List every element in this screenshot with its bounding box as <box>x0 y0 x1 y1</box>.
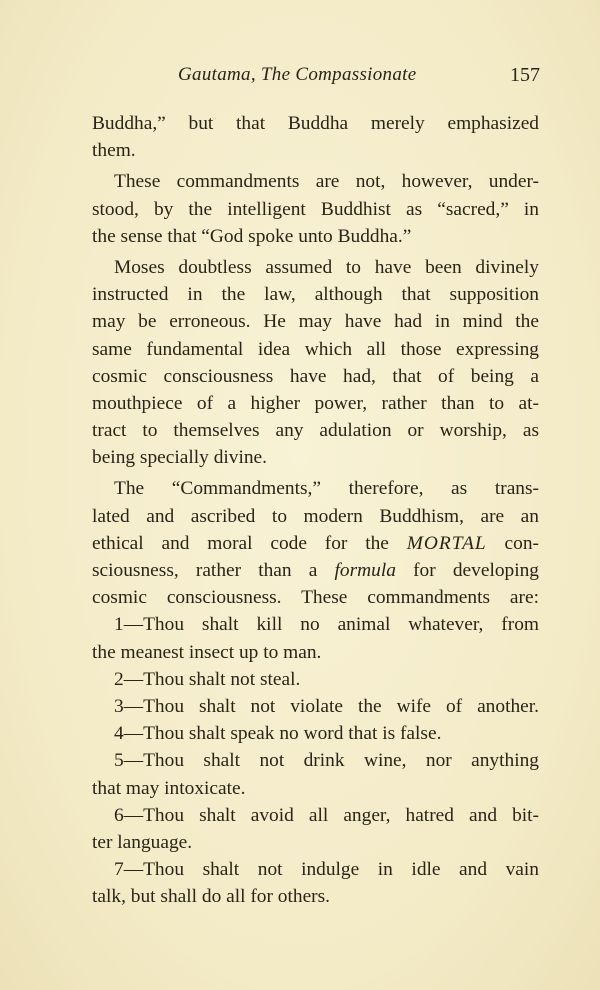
text-line: The “Commandments,” therefore, as trans- <box>114 478 539 500</box>
text-line: mouthpiece of a higher power, rather than to at- <box>92 392 539 414</box>
page-number: 157 <box>510 64 540 86</box>
text-line: 6—Thou shalt avoid all anger, hatred and bit- <box>114 804 539 826</box>
text-line: the meanest insect up to man. <box>92 641 322 663</box>
text-line: may be erroneous. He may have had in mind the <box>92 311 539 333</box>
running-title: Gautama, The Compassionate <box>178 64 417 85</box>
text-line: instructed in the law, although that supposition <box>92 284 539 306</box>
text-line: ter language. <box>92 831 193 853</box>
text-line: 4—Thou shalt speak no word that is false. <box>114 723 442 745</box>
emphasis: formula <box>334 560 396 581</box>
text-line: Buddha,” but that Buddha merely emphasized <box>92 113 539 134</box>
text-line: These commandments are not, however, under- <box>114 171 539 193</box>
text-line: tract to themselves any adulation or worship, as <box>92 420 539 442</box>
text-line: Moses doubtless assumed to have been divinely <box>114 256 539 278</box>
page-header <box>92 64 540 90</box>
text-line: cosmic consciousness. These commandments are: <box>92 587 539 609</box>
text-line: ethical and moral code for the MORTAL con- <box>92 532 539 554</box>
text-line: same fundamental idea which all those expressing <box>92 338 539 360</box>
text-line: talk, but shall do all for others. <box>92 886 331 908</box>
text-line: 7—Thou shalt not indulge in idle and vain <box>114 859 539 881</box>
text-line: stood, by the intelligent Buddhist as “sacred,” in <box>92 198 539 220</box>
text-line: 1—Thou shalt kill no animal whatever, from <box>114 614 539 636</box>
text-line: being specially divine. <box>92 447 268 469</box>
text-line: lated and ascribed to modern Buddhism, are an <box>92 505 539 527</box>
text-line: that may intoxicate. <box>92 777 246 799</box>
text-line: the sense that “God spoke unto Buddha.” <box>92 225 412 247</box>
body-text <box>92 110 539 910</box>
text-line: 3—Thou shalt not violate the wife of another. <box>114 695 539 717</box>
text-line: sciousness, rather than a formula for developing <box>92 560 540 581</box>
text-line: them. <box>92 140 136 162</box>
text-line: 5—Thou shalt not drink wine, nor anything <box>114 750 539 772</box>
emphasis: MORTAL <box>406 532 487 554</box>
text-line: 2—Thou shalt not steal. <box>114 668 301 690</box>
text-line: cosmic consciousness have had, that of being a <box>92 365 539 387</box>
